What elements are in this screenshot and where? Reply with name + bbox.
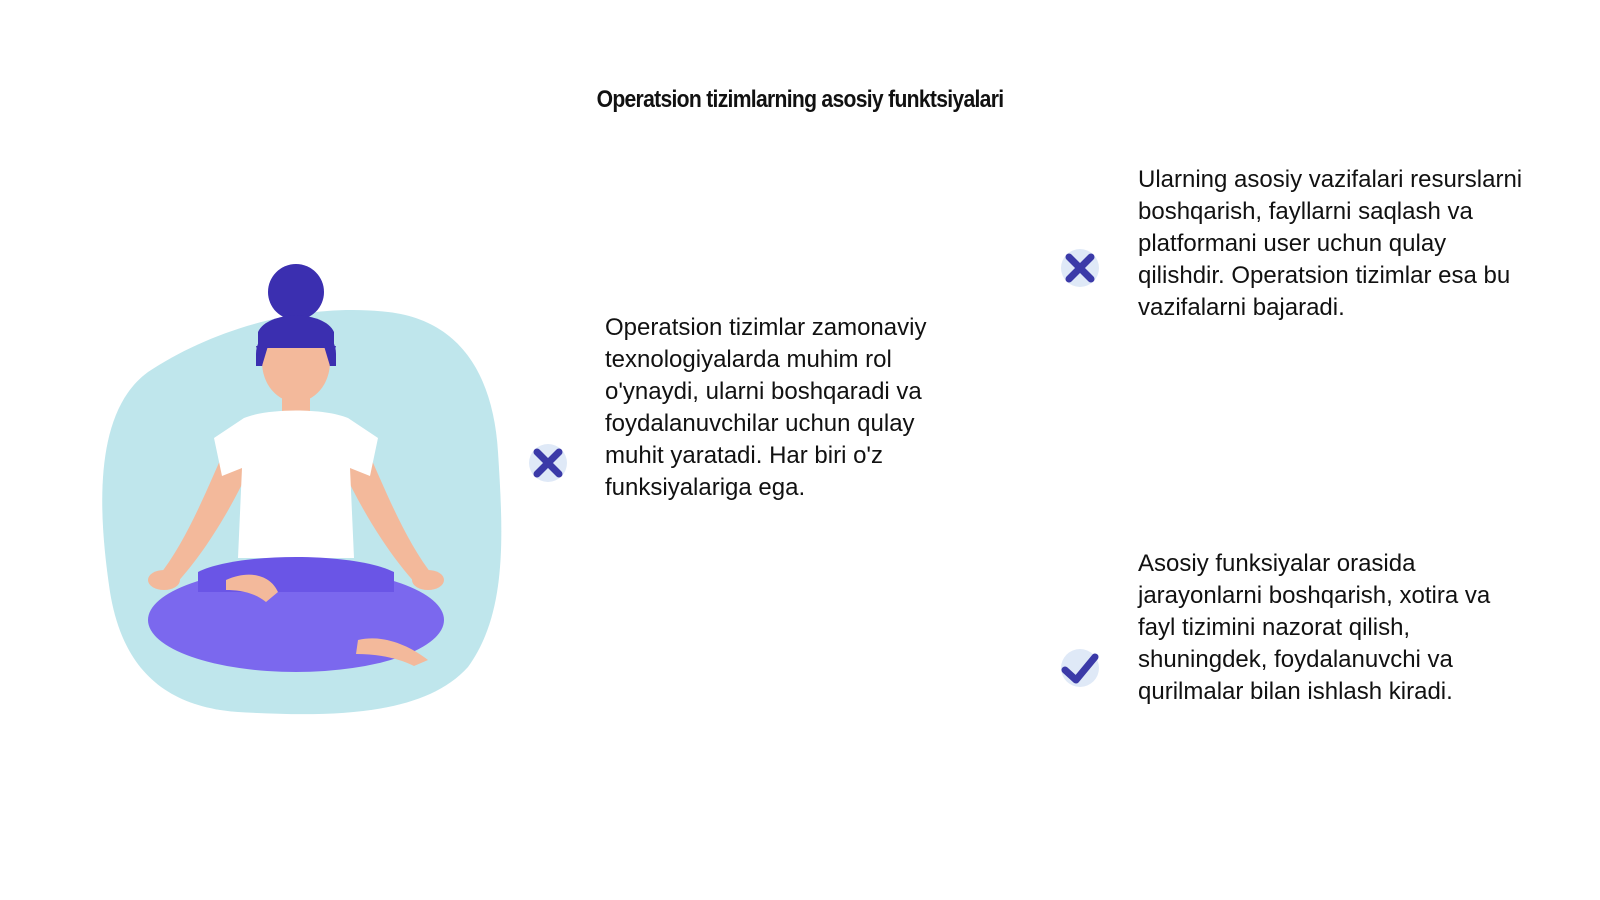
slide-title: Operatsion tizimlarning asosiy funktsiyalari <box>596 86 1004 113</box>
hair-bun <box>268 264 324 320</box>
cross-icon <box>525 440 571 486</box>
check-icon <box>1057 645 1103 691</box>
cross-icon <box>1057 245 1103 291</box>
point-top-right-text: Ularning asosiy vazifalari resurslarni boshqarish, fayllarni saqlash va platformani user uchun qulay qilishdir. Operatsion tizimlar esa bu vazifalarni bajaradi. <box>1138 166 1523 321</box>
point-center-text: Operatsion tizimlar zamonaviy texnologiyalarda muhim rol o'ynaydi, ularni boshqaradi va foydalanuvchilar uchun qulay muhit yaratadi. Har biri o'z funksiyalariga ega. <box>605 314 927 501</box>
point-bottom-right-text: Asosiy funksiyalar orasida jarayonlarni boshqarish, xotira va fayl tizimini nazorat qilish, shuningdek, foydalanuvchi va qurilmalar bilan ishlash kiradi. <box>1138 550 1491 705</box>
meditating-woman-illustration <box>88 262 518 732</box>
